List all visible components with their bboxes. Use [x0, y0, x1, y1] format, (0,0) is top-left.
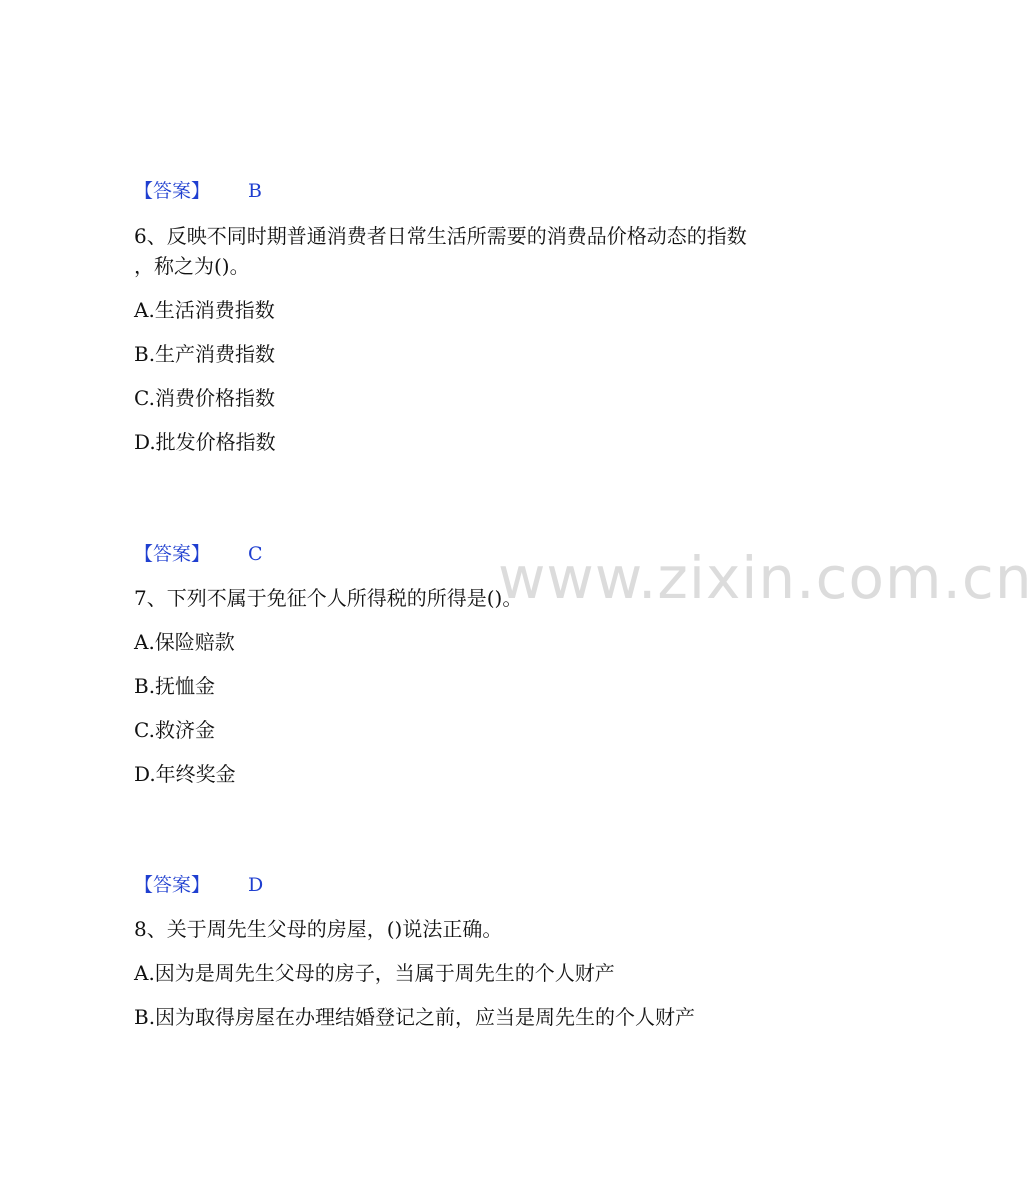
- answer-value: B: [248, 180, 262, 202]
- question-8-stem: 8、关于周先生父母的房屋，()说法正确。: [134, 917, 503, 941]
- question-6-option-c: C.消费价格指数: [134, 386, 275, 410]
- question-6-stem-line2: ，称之为()。: [134, 254, 250, 278]
- question-6-option-d: D.批发价格指数: [134, 430, 276, 454]
- answer-q5: [134, 178, 262, 204]
- question-6-option-a: A.生活消费指数: [134, 298, 275, 322]
- answer-label: 【答案】: [134, 543, 211, 565]
- answer-value: D: [248, 874, 264, 896]
- question-6-option-b: B.生产消费指数: [134, 342, 276, 366]
- question-6-stem-line1: 6、反映不同时期普通消费者日常生活所需要的消费品价格动态的指数: [134, 224, 747, 248]
- question-7-option-b: B.抚恤金: [134, 674, 216, 698]
- question-8-option-b: B.因为取得房屋在办理结婚登记之前，应当是周先生的个人财产: [134, 1005, 696, 1029]
- question-7-option-a: A.保险赔款: [134, 630, 235, 654]
- answer-label: 【答案】: [134, 180, 211, 202]
- question-7-option-c: C.救济金: [134, 718, 215, 742]
- question-7-option-d: D.年终奖金: [134, 762, 236, 786]
- answer-value: C: [248, 543, 263, 565]
- watermark: www.zixin.com.cn: [498, 544, 1033, 612]
- question-8-option-a: A.因为是周先生父母的房子，当属于周先生的个人财产: [134, 961, 615, 985]
- question-7-stem: 7、下列不属于免征个人所得税的所得是()。: [134, 586, 523, 610]
- answer-q6: [134, 541, 263, 567]
- answer-label: 【答案】: [134, 874, 211, 896]
- answer-q7: [134, 872, 263, 898]
